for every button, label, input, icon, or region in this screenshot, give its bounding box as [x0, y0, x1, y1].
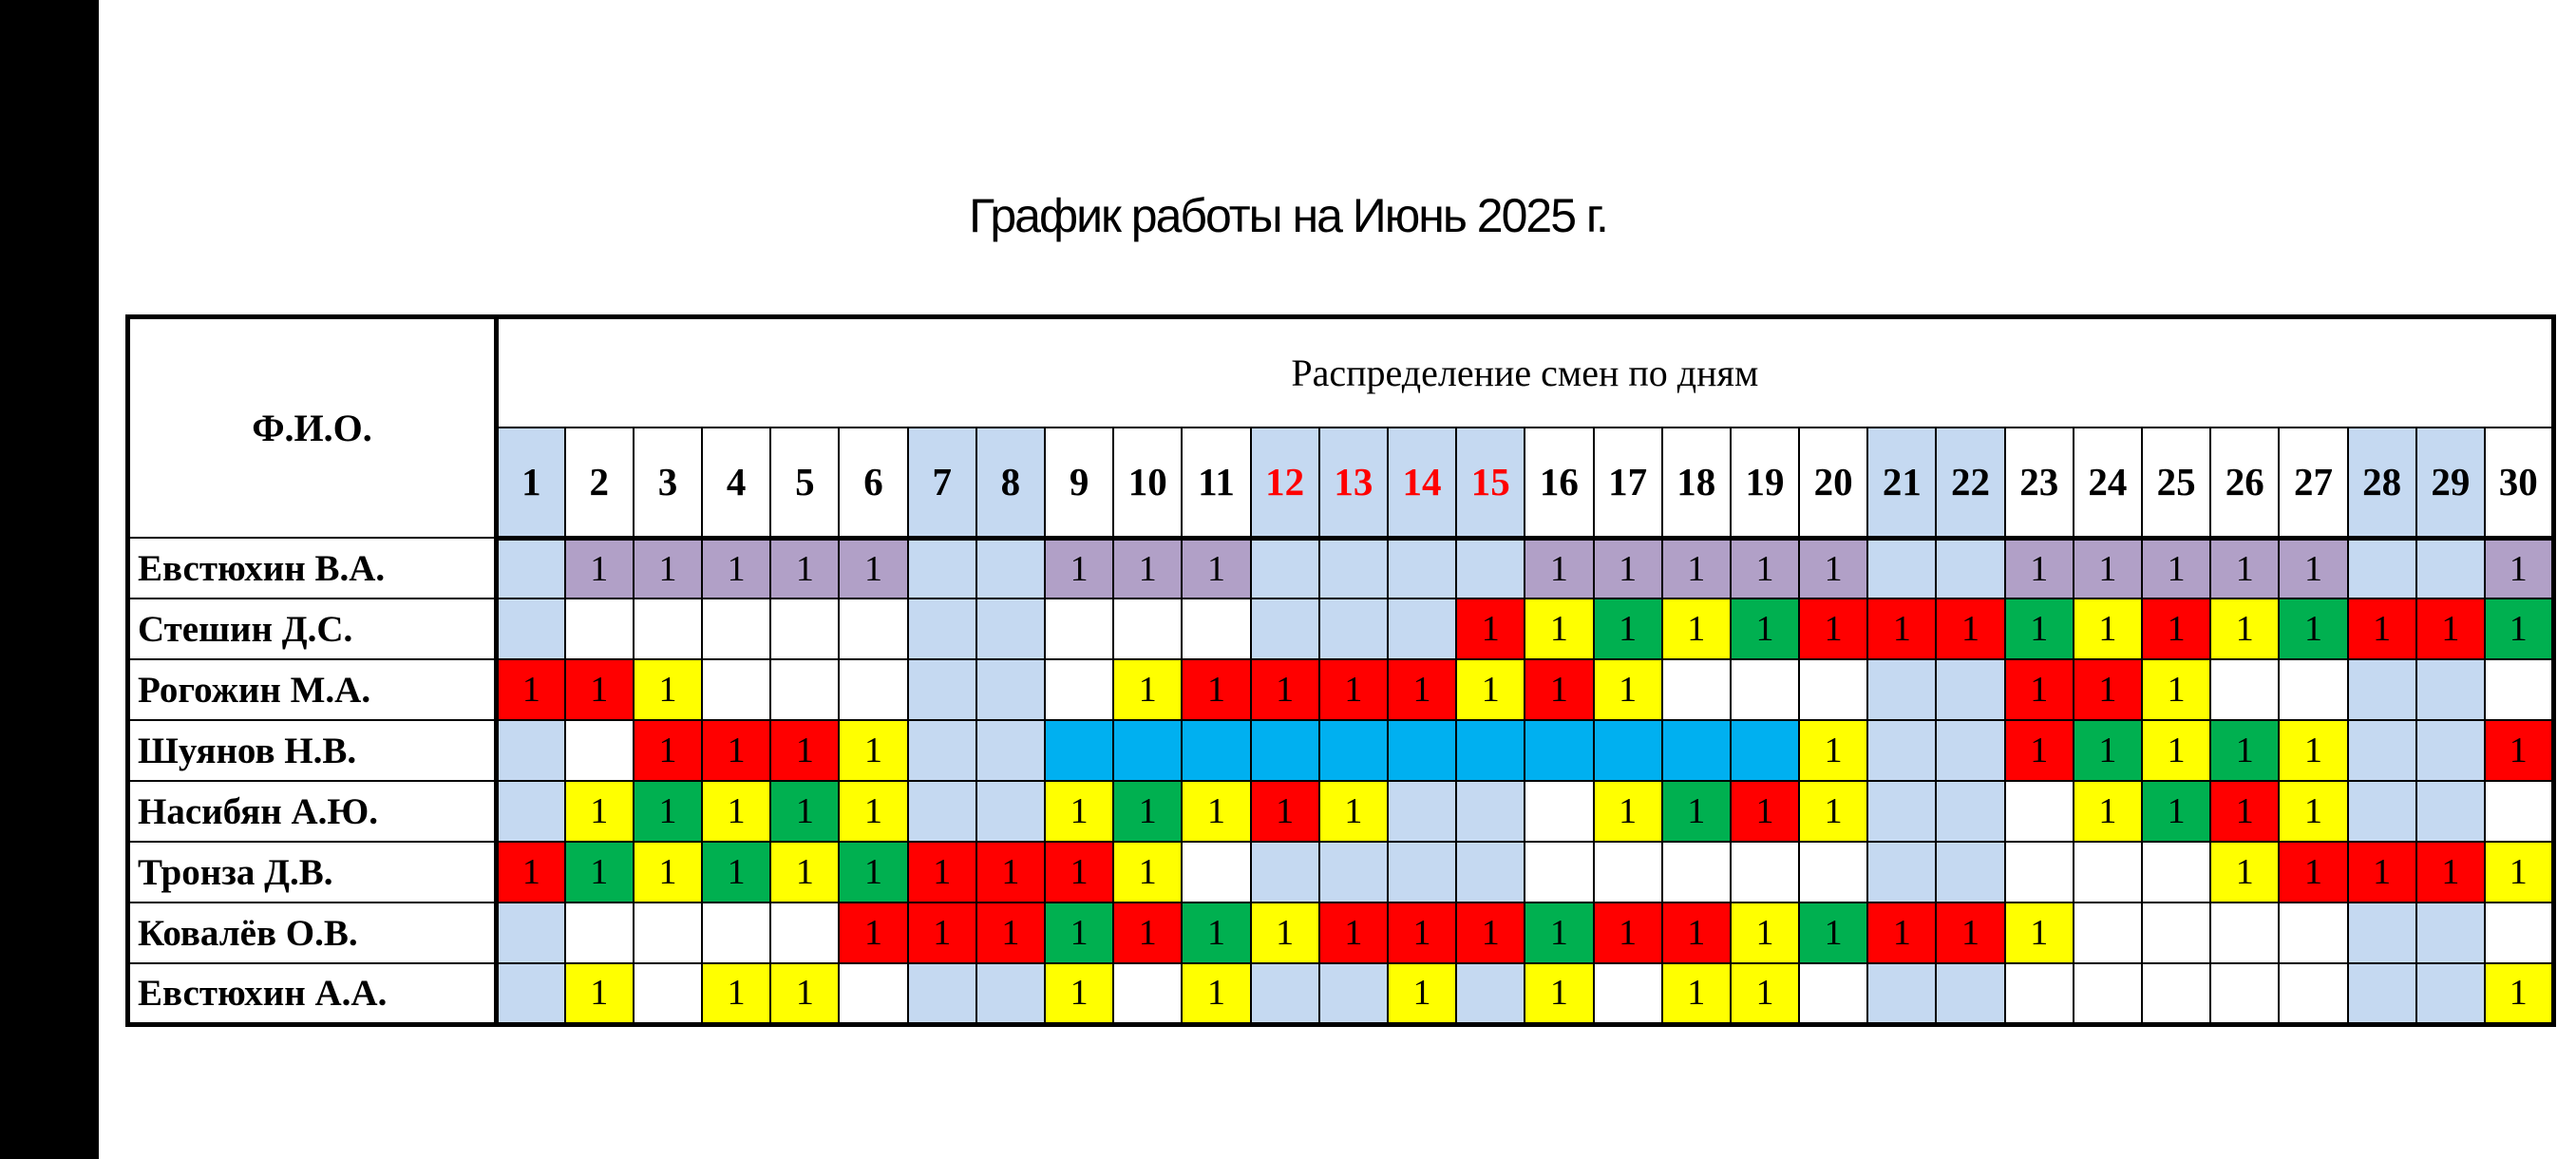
- shift-cell[interactable]: [1731, 720, 1799, 781]
- shift-cell[interactable]: 1: [2485, 598, 2553, 659]
- shift-cell[interactable]: [2142, 902, 2210, 963]
- shift-cell[interactable]: [1594, 842, 1662, 902]
- shift-cell[interactable]: 1: [770, 842, 839, 902]
- shift-cell[interactable]: 1: [1662, 598, 1731, 659]
- shift-cell[interactable]: 1: [634, 720, 702, 781]
- shift-cell[interactable]: [1456, 720, 1525, 781]
- shift-cell[interactable]: 1: [1594, 659, 1662, 720]
- shift-cell[interactable]: [1113, 720, 1182, 781]
- shift-cell[interactable]: [908, 720, 976, 781]
- shift-cell[interactable]: 1: [1662, 538, 1731, 598]
- shift-cell[interactable]: 1: [1251, 659, 1319, 720]
- shift-cell[interactable]: [908, 538, 976, 598]
- shift-cell[interactable]: [2348, 902, 2416, 963]
- shift-cell[interactable]: 1: [1456, 659, 1525, 720]
- shift-cell[interactable]: 1: [2142, 598, 2210, 659]
- shift-cell[interactable]: [2142, 842, 2210, 902]
- shift-cell[interactable]: 1: [1662, 963, 1731, 1024]
- fio-header: Ф.И.О.: [128, 317, 497, 539]
- shift-cell[interactable]: 1: [2279, 781, 2347, 842]
- shift-cell[interactable]: [1936, 720, 2004, 781]
- day-header-16: 16: [1525, 428, 1593, 539]
- shift-cell[interactable]: 1: [2485, 720, 2553, 781]
- shift-cell[interactable]: [1936, 538, 2004, 598]
- shift-cell[interactable]: 1: [1594, 538, 1662, 598]
- shift-cell[interactable]: [2279, 659, 2347, 720]
- shift-cell[interactable]: 1: [1594, 781, 1662, 842]
- shift-cell[interactable]: 1: [634, 842, 702, 902]
- shift-cell[interactable]: 1: [2279, 720, 2347, 781]
- shift-cell[interactable]: [1182, 842, 1250, 902]
- table-row: [128, 902, 2554, 963]
- shift-cell[interactable]: [908, 598, 976, 659]
- shift-cell[interactable]: 1: [2005, 659, 2074, 720]
- shift-cell[interactable]: [1456, 538, 1525, 598]
- shift-cell[interactable]: 1: [634, 781, 702, 842]
- shift-cell[interactable]: 1: [634, 659, 702, 720]
- shift-cell[interactable]: [1388, 720, 1456, 781]
- shift-cell[interactable]: 1: [2279, 598, 2347, 659]
- shift-cell[interactable]: [1594, 963, 1662, 1024]
- shift-cell[interactable]: [634, 963, 702, 1024]
- shift-cell[interactable]: 1: [565, 963, 634, 1024]
- shift-cell[interactable]: [2279, 963, 2347, 1024]
- shift-cell[interactable]: 1: [1319, 781, 1388, 842]
- shift-cell[interactable]: [2485, 781, 2553, 842]
- shift-cell[interactable]: [1731, 659, 1799, 720]
- employee-name: Евстюхин А.А.: [128, 963, 497, 1024]
- shift-cell[interactable]: 1: [702, 842, 770, 902]
- shift-cell[interactable]: 1: [839, 842, 907, 902]
- day-header-7: 7: [908, 428, 976, 539]
- employee-name: Ковалёв О.В.: [128, 902, 497, 963]
- shift-cell[interactable]: 1: [565, 781, 634, 842]
- shift-cell[interactable]: [2210, 902, 2279, 963]
- shift-cell[interactable]: [634, 598, 702, 659]
- shift-cell[interactable]: [1388, 781, 1456, 842]
- shift-cell[interactable]: [908, 963, 976, 1024]
- shift-cell[interactable]: [2348, 720, 2416, 781]
- day-header-19: 19: [1731, 428, 1799, 539]
- shift-cell[interactable]: 1: [1251, 902, 1319, 963]
- shift-cell[interactable]: [908, 781, 976, 842]
- day-header-22: 22: [1936, 428, 2004, 539]
- day-header-17: 17: [1594, 428, 1662, 539]
- shift-cell[interactable]: [1251, 963, 1319, 1024]
- shift-cell[interactable]: 1: [1731, 963, 1799, 1024]
- shift-cell[interactable]: [770, 902, 839, 963]
- shift-cell[interactable]: [1867, 720, 1936, 781]
- shift-cell[interactable]: [1936, 781, 2004, 842]
- shift-cell[interactable]: [1456, 781, 1525, 842]
- shift-cell[interactable]: [839, 598, 907, 659]
- employee-name: Стешин Д.С.: [128, 598, 497, 659]
- shift-cell[interactable]: [2416, 538, 2485, 598]
- shift-cell[interactable]: [2348, 963, 2416, 1024]
- shift-cell[interactable]: 1: [1113, 842, 1182, 902]
- shift-cell[interactable]: 1: [2416, 598, 2485, 659]
- shift-cell[interactable]: [839, 659, 907, 720]
- shift-cell[interactable]: 1: [2279, 842, 2347, 902]
- shift-cell[interactable]: 1: [1867, 598, 1936, 659]
- shift-cell[interactable]: [1045, 720, 1113, 781]
- day-header-11: 11: [1182, 428, 1250, 539]
- shift-cell[interactable]: [2416, 720, 2485, 781]
- shift-cell[interactable]: 1: [565, 842, 634, 902]
- shift-cell[interactable]: 1: [1799, 598, 1867, 659]
- shift-cell[interactable]: 1: [2074, 598, 2142, 659]
- employee-name: Евстюхин В.А.: [128, 538, 497, 598]
- shift-cell[interactable]: [1045, 659, 1113, 720]
- shift-cell[interactable]: [497, 963, 565, 1024]
- shift-cell[interactable]: [1799, 659, 1867, 720]
- shift-cell[interactable]: [1251, 538, 1319, 598]
- shift-cell[interactable]: 1: [702, 720, 770, 781]
- day-header-25: 25: [2142, 428, 2210, 539]
- shift-cell[interactable]: 1: [2074, 720, 2142, 781]
- shift-cell[interactable]: [1319, 538, 1388, 598]
- shift-cell[interactable]: [497, 781, 565, 842]
- shift-cell[interactable]: [976, 720, 1045, 781]
- employee-name: Тронза Д.В.: [128, 842, 497, 902]
- shift-cell[interactable]: 1: [1525, 659, 1593, 720]
- shift-cell[interactable]: 1: [1113, 781, 1182, 842]
- shift-cell[interactable]: [1388, 598, 1456, 659]
- day-header-6: 6: [839, 428, 907, 539]
- shift-cell[interactable]: 1: [2142, 781, 2210, 842]
- shift-cell[interactable]: 1: [770, 963, 839, 1024]
- shift-cell[interactable]: [770, 659, 839, 720]
- shift-cell[interactable]: [565, 720, 634, 781]
- shift-cell[interactable]: 1: [702, 963, 770, 1024]
- shift-cell[interactable]: [2074, 902, 2142, 963]
- shift-cell[interactable]: [1045, 598, 1113, 659]
- shift-cell[interactable]: 1: [1525, 598, 1593, 659]
- shift-cell[interactable]: 1: [2074, 781, 2142, 842]
- shift-cell[interactable]: [2005, 842, 2074, 902]
- shift-cell[interactable]: 1: [770, 720, 839, 781]
- day-header-29: 29: [2416, 428, 2485, 539]
- shift-cell[interactable]: [1182, 720, 1250, 781]
- shift-cell[interactable]: [1867, 538, 1936, 598]
- distribution-header: Распределение смен по дням: [497, 317, 2554, 428]
- shift-cell[interactable]: 1: [908, 842, 976, 902]
- day-header-18: 18: [1662, 428, 1731, 539]
- shift-cell[interactable]: 1: [634, 538, 702, 598]
- day-header-13: 13: [1319, 428, 1388, 539]
- shift-cell[interactable]: 1: [1182, 538, 1250, 598]
- shift-cell[interactable]: 1: [1113, 659, 1182, 720]
- shift-cell[interactable]: 1: [1319, 902, 1388, 963]
- shift-cell[interactable]: [976, 781, 1045, 842]
- shift-cell[interactable]: 1: [1731, 781, 1799, 842]
- shift-cell[interactable]: 1: [2210, 598, 2279, 659]
- shift-cell[interactable]: 1: [976, 842, 1045, 902]
- shift-cell[interactable]: [2348, 781, 2416, 842]
- shift-cell[interactable]: 1: [2005, 902, 2074, 963]
- shift-cell[interactable]: 1: [1113, 902, 1182, 963]
- shift-cell[interactable]: 1: [1045, 963, 1113, 1024]
- schedule-table: [125, 314, 2556, 1027]
- shift-cell[interactable]: [908, 659, 976, 720]
- shift-cell[interactable]: [1113, 963, 1182, 1024]
- shift-cell[interactable]: [497, 598, 565, 659]
- day-header-21: 21: [1867, 428, 1936, 539]
- shift-cell[interactable]: [2485, 902, 2553, 963]
- day-header-30: 30: [2485, 428, 2553, 539]
- table-row: [128, 842, 2554, 902]
- shift-cell[interactable]: [1662, 659, 1731, 720]
- shift-cell[interactable]: [1182, 598, 1250, 659]
- shift-cell[interactable]: 1: [2210, 720, 2279, 781]
- shift-cell[interactable]: 1: [2210, 842, 2279, 902]
- shift-cell[interactable]: 1: [1594, 902, 1662, 963]
- shift-cell[interactable]: [2279, 902, 2347, 963]
- shift-cell[interactable]: 1: [1525, 963, 1593, 1024]
- shift-cell[interactable]: [702, 902, 770, 963]
- shift-cell[interactable]: [1319, 963, 1388, 1024]
- day-header-10: 10: [1113, 428, 1182, 539]
- shift-cell[interactable]: 1: [1731, 598, 1799, 659]
- shift-cell[interactable]: 1: [2210, 781, 2279, 842]
- shift-cell[interactable]: [1388, 538, 1456, 598]
- shift-cell[interactable]: 1: [2005, 720, 2074, 781]
- shift-cell[interactable]: [565, 598, 634, 659]
- shift-cell[interactable]: [2416, 963, 2485, 1024]
- table-row: [128, 781, 2554, 842]
- shift-cell[interactable]: [1936, 963, 2004, 1024]
- shift-cell[interactable]: [2074, 963, 2142, 1024]
- shift-cell[interactable]: 1: [1662, 781, 1731, 842]
- shift-cell[interactable]: 1: [770, 781, 839, 842]
- shift-cell[interactable]: [1594, 720, 1662, 781]
- employee-name: Рогожин М.А.: [128, 659, 497, 720]
- shift-cell[interactable]: [839, 963, 907, 1024]
- shift-cell[interactable]: 1: [1388, 659, 1456, 720]
- shift-cell[interactable]: 1: [1045, 538, 1113, 598]
- left-black-bar: [0, 0, 99, 1159]
- shift-cell[interactable]: 1: [1799, 720, 1867, 781]
- shift-cell[interactable]: 1: [1662, 902, 1731, 963]
- shift-cell[interactable]: [565, 902, 634, 963]
- table-row: [128, 963, 2554, 1024]
- shift-cell[interactable]: 1: [1251, 781, 1319, 842]
- shift-cell[interactable]: [1867, 781, 1936, 842]
- employee-name: Насибян А.Ю.: [128, 781, 497, 842]
- shift-cell[interactable]: 1: [2074, 659, 2142, 720]
- shift-cell[interactable]: 1: [2142, 659, 2210, 720]
- shift-cell[interactable]: [976, 659, 1045, 720]
- shift-cell[interactable]: 1: [2210, 538, 2279, 598]
- shift-cell[interactable]: 1: [2485, 538, 2553, 598]
- shift-cell[interactable]: [1867, 842, 1936, 902]
- shift-cell[interactable]: 1: [908, 902, 976, 963]
- shift-cell[interactable]: 1: [839, 720, 907, 781]
- shift-cell[interactable]: [1867, 963, 1936, 1024]
- shift-cell[interactable]: 1: [2348, 598, 2416, 659]
- shift-cell[interactable]: 1: [770, 538, 839, 598]
- table-row: [128, 598, 2554, 659]
- day-header-8: 8: [976, 428, 1045, 539]
- shift-cell[interactable]: [1251, 720, 1319, 781]
- shift-cell[interactable]: [1388, 842, 1456, 902]
- shift-cell[interactable]: 1: [2348, 842, 2416, 902]
- shift-cell[interactable]: [1662, 842, 1731, 902]
- shift-cell[interactable]: 1: [1319, 659, 1388, 720]
- shift-cell[interactable]: [976, 538, 1045, 598]
- shift-cell[interactable]: 1: [2279, 538, 2347, 598]
- table-row: [128, 538, 2554, 598]
- day-header-2: 2: [565, 428, 634, 539]
- shift-cell[interactable]: [1456, 842, 1525, 902]
- shift-cell[interactable]: [2210, 659, 2279, 720]
- shift-cell[interactable]: [1525, 842, 1593, 902]
- shift-cell[interactable]: [2348, 659, 2416, 720]
- shift-cell[interactable]: [702, 659, 770, 720]
- shift-cell[interactable]: 1: [1388, 902, 1456, 963]
- shift-cell[interactable]: 1: [1525, 538, 1593, 598]
- shift-cell[interactable]: [1456, 963, 1525, 1024]
- day-header-3: 3: [634, 428, 702, 539]
- shift-cell[interactable]: [2005, 963, 2074, 1024]
- shift-cell[interactable]: [2416, 781, 2485, 842]
- shift-cell[interactable]: [1251, 842, 1319, 902]
- shift-cell[interactable]: [497, 902, 565, 963]
- shift-cell[interactable]: 1: [1182, 781, 1250, 842]
- shift-cell[interactable]: [497, 538, 565, 598]
- shift-cell[interactable]: 1: [1799, 781, 1867, 842]
- shift-cell[interactable]: [1113, 598, 1182, 659]
- employee-name: Шуянов Н.В.: [128, 720, 497, 781]
- shift-cell[interactable]: [1936, 659, 2004, 720]
- shift-cell[interactable]: 1: [2485, 963, 2553, 1024]
- shift-cell[interactable]: 1: [976, 902, 1045, 963]
- shift-cell[interactable]: 1: [2416, 842, 2485, 902]
- shift-cell[interactable]: [976, 963, 1045, 1024]
- shift-cell[interactable]: [702, 598, 770, 659]
- shift-cell[interactable]: [2416, 659, 2485, 720]
- shift-cell[interactable]: 1: [1456, 598, 1525, 659]
- day-header-27: 27: [2279, 428, 2347, 539]
- shift-cell[interactable]: [1319, 598, 1388, 659]
- day-header-14: 14: [1388, 428, 1456, 539]
- shift-cell[interactable]: 1: [497, 842, 565, 902]
- shift-cell[interactable]: [1936, 842, 2004, 902]
- shift-cell[interactable]: [976, 598, 1045, 659]
- shift-cell[interactable]: [1251, 598, 1319, 659]
- shift-cell[interactable]: 1: [2142, 538, 2210, 598]
- table-row: [128, 659, 2554, 720]
- shift-cell[interactable]: [1525, 720, 1593, 781]
- shift-cell[interactable]: [1319, 720, 1388, 781]
- day-header-9: 9: [1045, 428, 1113, 539]
- shift-cell[interactable]: 1: [702, 538, 770, 598]
- shift-cell[interactable]: 1: [1867, 902, 1936, 963]
- day-header-15: 15: [1456, 428, 1525, 539]
- shift-cell[interactable]: [2005, 781, 2074, 842]
- day-header-5: 5: [770, 428, 839, 539]
- shift-cell[interactable]: 1: [2074, 538, 2142, 598]
- table-row: [128, 720, 2554, 781]
- page-title: График работы на Июнь 2025 г.: [969, 189, 1607, 242]
- day-header-23: 23: [2005, 428, 2074, 539]
- day-header-4: 4: [702, 428, 770, 539]
- shift-cell[interactable]: 1: [1456, 902, 1525, 963]
- shift-cell[interactable]: [1662, 720, 1731, 781]
- shift-cell[interactable]: 1: [1799, 538, 1867, 598]
- shift-cell[interactable]: [2142, 963, 2210, 1024]
- shift-cell[interactable]: 1: [1113, 538, 1182, 598]
- day-header-28: 28: [2348, 428, 2416, 539]
- shift-cell[interactable]: [1319, 842, 1388, 902]
- shift-cell[interactable]: [2485, 659, 2553, 720]
- shift-cell[interactable]: [770, 598, 839, 659]
- shift-cell[interactable]: 1: [1936, 598, 2004, 659]
- shift-cell[interactable]: 1: [1936, 902, 2004, 963]
- day-header-12: 12: [1251, 428, 1319, 539]
- shift-cell[interactable]: 1: [839, 781, 907, 842]
- shift-cell[interactable]: [2210, 963, 2279, 1024]
- day-header-26: 26: [2210, 428, 2279, 539]
- shift-cell[interactable]: 1: [1045, 781, 1113, 842]
- shift-cell[interactable]: 1: [1388, 963, 1456, 1024]
- day-header-24: 24: [2074, 428, 2142, 539]
- shift-cell[interactable]: 1: [1594, 598, 1662, 659]
- shift-cell[interactable]: [1867, 659, 1936, 720]
- shift-cell[interactable]: 1: [2005, 598, 2074, 659]
- shift-cell[interactable]: 1: [1182, 659, 1250, 720]
- shift-cell[interactable]: 1: [1045, 902, 1113, 963]
- shift-cell[interactable]: [2074, 842, 2142, 902]
- shift-cell[interactable]: [1525, 781, 1593, 842]
- shift-cell[interactable]: [634, 902, 702, 963]
- shift-cell[interactable]: 1: [2485, 842, 2553, 902]
- shift-cell[interactable]: [2416, 902, 2485, 963]
- shift-cell[interactable]: 1: [1182, 902, 1250, 963]
- shift-cell[interactable]: [497, 720, 565, 781]
- shift-cell[interactable]: 1: [839, 902, 907, 963]
- shift-cell[interactable]: 1: [497, 659, 565, 720]
- shift-cell[interactable]: 1: [1045, 842, 1113, 902]
- day-header-1: 1: [497, 428, 565, 539]
- shift-cell[interactable]: [2348, 538, 2416, 598]
- shift-cell[interactable]: 1: [1525, 902, 1593, 963]
- shift-cell[interactable]: [1799, 842, 1867, 902]
- shift-cell[interactable]: 1: [839, 538, 907, 598]
- shift-cell[interactable]: 1: [1182, 963, 1250, 1024]
- shift-cell[interactable]: 1: [1799, 902, 1867, 963]
- shift-cell[interactable]: 1: [1731, 538, 1799, 598]
- shift-cell[interactable]: 1: [1731, 902, 1799, 963]
- shift-cell[interactable]: [1731, 842, 1799, 902]
- day-header-20: 20: [1799, 428, 1867, 539]
- shift-cell[interactable]: 1: [2142, 720, 2210, 781]
- shift-cell[interactable]: 1: [702, 781, 770, 842]
- shift-cell[interactable]: 1: [2005, 538, 2074, 598]
- shift-cell[interactable]: 1: [565, 659, 634, 720]
- shift-cell[interactable]: 1: [565, 538, 634, 598]
- shift-cell[interactable]: [1799, 963, 1867, 1024]
